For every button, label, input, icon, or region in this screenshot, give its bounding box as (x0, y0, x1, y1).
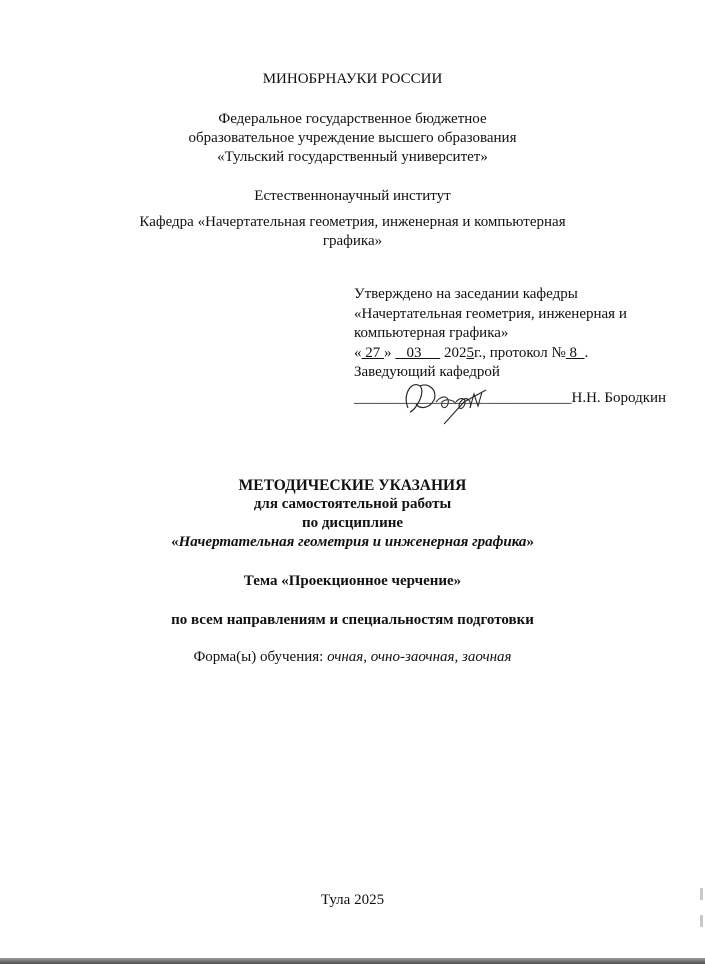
department-line-2: графика» (322, 233, 383, 249)
bottom-scrollbar[interactable] (0, 958, 705, 964)
approval-year-last: 5 (466, 344, 474, 361)
date-open-quote: « (354, 344, 362, 361)
title-main: МЕТОДИЧЕСКИЕ УКАЗАНИЯ (238, 477, 467, 494)
handwritten-signature (398, 372, 518, 428)
page-edge-mark (700, 888, 703, 900)
ministry: МИНОБРНАУКИ РОССИИ (262, 71, 443, 87)
approval-day: 27 (361, 344, 384, 361)
study-forms-value: очная, очно-заочная, заочная (327, 649, 512, 665)
title-sub-2: по дисциплине (301, 515, 404, 531)
discipline-open-quote: « (171, 534, 179, 550)
org-line-3: «Тульский государственный университет» (217, 149, 488, 165)
study-forms (0, 648, 705, 667)
date-close-quote: » (384, 344, 396, 361)
approval-end: . (584, 344, 589, 361)
protocol-number: 8 (565, 344, 585, 361)
approval-line-2: «Начертательная геометрия, инженерная и (354, 305, 627, 322)
protocol-label: г., протокол № (474, 344, 566, 361)
title-sub-1: для самостоятельной работы (253, 496, 452, 512)
approval-line-3: компьютерная графика» (354, 325, 509, 341)
study-forms-label: Форма(ы) обучения: (193, 649, 328, 665)
approval-month: 03 (395, 344, 441, 361)
discipline-name: Начертательная геометрия и инженерная графика (178, 534, 527, 550)
discipline-close-quote: » (526, 534, 534, 550)
scope: по всем направлениям и специальностям подготовки (171, 612, 534, 628)
city-year: Тула 2025 (320, 892, 385, 908)
department-line-1: Кафедра «Начертательная геометрия, инженерная и компьютерная (139, 214, 566, 230)
head-name: Н.Н. Бородкин (571, 389, 667, 406)
org-line-1: Федеральное государственное бюджетное (218, 111, 487, 127)
head-label: Заведующий кафедрой (354, 364, 500, 380)
discipline-line (0, 533, 705, 552)
page-edge-mark (700, 915, 703, 927)
org-line-2: образовательное учреждение высшего образования (188, 130, 517, 146)
topic: Тема «Проекционное черчение» (243, 573, 462, 589)
institute: Естественнонаучный институт (254, 188, 451, 204)
approval-line-1: Утверждено на заседании кафедры (354, 286, 578, 302)
signature-underline: _____________________________ (354, 389, 572, 406)
approval-date-line (354, 344, 699, 364)
approval-year-prefix: 202 (440, 344, 467, 361)
